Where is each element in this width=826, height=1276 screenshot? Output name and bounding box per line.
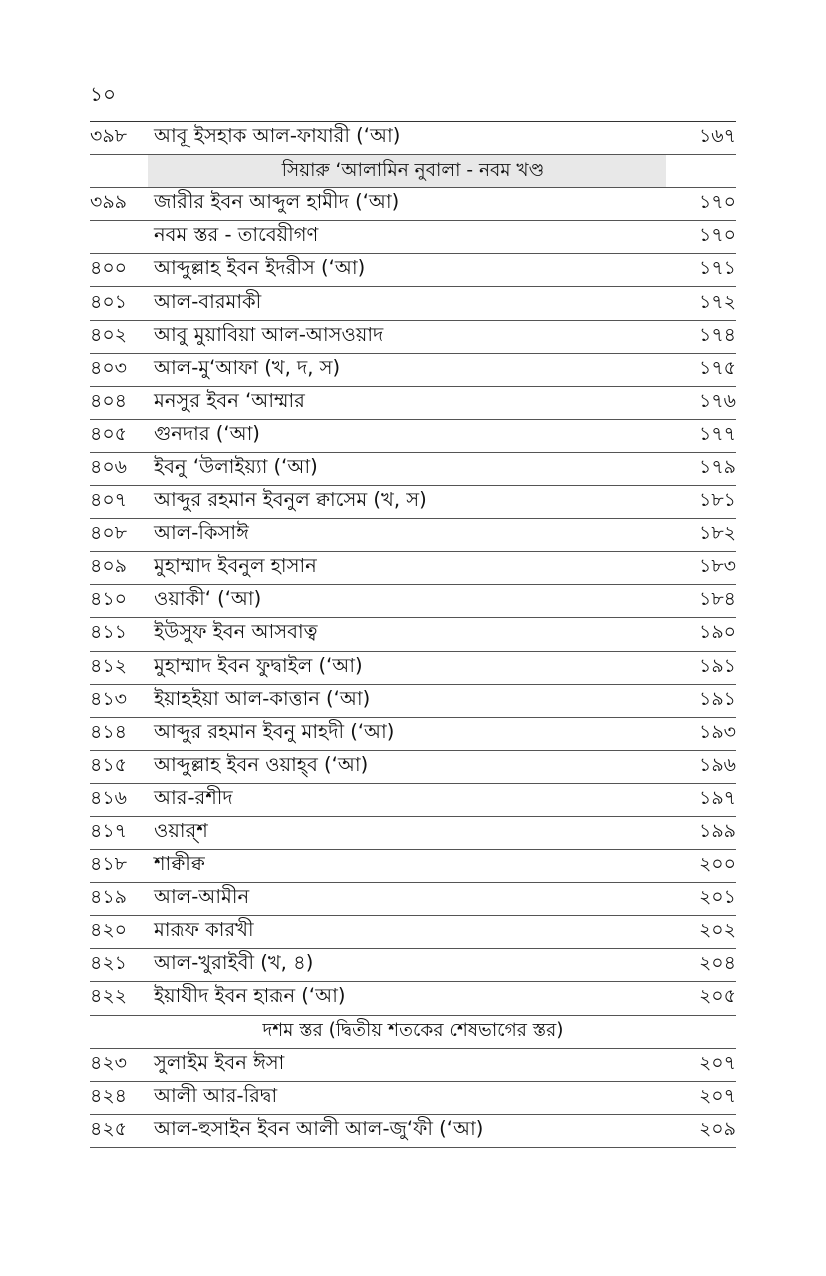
- entry-page: ২০৯: [698, 1117, 736, 1140]
- entry-page: ১৮৪: [699, 588, 736, 611]
- entry-number: ৪১৪: [90, 720, 127, 743]
- entry-title: সুলাইম ইবন ঈসা: [154, 1050, 285, 1074]
- toc-row: [90, 387, 736, 420]
- entry-title: মুহাম্মাদ ইবনুল হাসান: [154, 554, 317, 578]
- entry-title: আল-আমীন: [154, 885, 250, 909]
- toc-row: [90, 718, 736, 751]
- entry-page: ১৮২: [698, 522, 736, 545]
- toc-row: [90, 618, 736, 651]
- toc-row: [90, 751, 736, 784]
- toc-row: [90, 287, 736, 320]
- entry-number: ৩৯৮: [90, 125, 128, 148]
- entry-number: ৪১৭: [90, 820, 128, 843]
- entry-page: ২০৭: [698, 1051, 736, 1074]
- entry-number: ৪২০: [90, 919, 128, 942]
- entry-title: গুনদার (‘আ): [154, 421, 260, 445]
- entry-page: ২০৪: [698, 952, 736, 975]
- entry-page: ২০৫: [698, 985, 736, 1008]
- toc-row: [90, 949, 736, 982]
- entry-title: জারীর ইবন আব্দুল হামীদ (‘আ): [154, 190, 400, 214]
- entry-page: ১৭০: [698, 224, 736, 247]
- entry-page: ১৮৩: [698, 555, 736, 578]
- toc-row: [90, 685, 736, 718]
- entry-title: আলী আর-রিদ্বা: [154, 1083, 278, 1107]
- page-number: ১০: [90, 82, 116, 106]
- entry-page: ১৭৬: [698, 389, 736, 412]
- toc-row: [90, 982, 736, 1015]
- toc-row: [90, 453, 736, 486]
- entry-title: আবু মুয়াবিয়া আল-আসওয়াদ: [154, 322, 384, 346]
- entry-page: ২০০: [698, 853, 736, 876]
- entry-number: ৪২৫: [90, 1117, 128, 1140]
- entry-page: ১৭৭: [698, 422, 736, 445]
- entry-number: ৪১২: [90, 654, 128, 677]
- entry-title: মুহাম্মাদ ইবন ফুদ্বাইল (‘আ): [154, 653, 363, 677]
- entry-number: ৪০০: [90, 257, 128, 280]
- entry-title: আল-খুরাইবী (খ, ৪): [154, 951, 314, 975]
- toc-row: [90, 519, 736, 552]
- entry-title: ওয়ার্‌শ: [154, 819, 208, 843]
- entry-title: আব্দুল্লাহ ইবন ওয়াহ্‌ব (‘আ): [154, 752, 369, 776]
- toc-row: [90, 1049, 736, 1082]
- toc-row: [90, 420, 736, 453]
- entry-title: আর-রশীদ: [154, 785, 233, 809]
- entry-title: শাক্বীক্ব: [154, 852, 205, 876]
- toc-row: [90, 916, 736, 949]
- entry-page: ১৯৬: [698, 753, 736, 776]
- section-heading: [90, 155, 736, 188]
- entry-page: ১৯৩: [698, 720, 736, 743]
- entry-number: ৪২১: [90, 952, 128, 975]
- entry-number: ৪১৮: [90, 853, 127, 876]
- entry-page: ২০১: [698, 886, 736, 909]
- section-heading-text: সিয়ারু ‘আলামিন নুবালা - নবম খণ্ড: [281, 159, 545, 181]
- toc-row: [90, 784, 736, 817]
- entry-number: ৪১১: [90, 621, 127, 644]
- entry-title: আল-হুসাইন ইবন আলী আল-জু‘ফী (‘আ): [154, 1116, 484, 1140]
- entry-number: ৪১৯: [90, 886, 127, 909]
- entry-number: ৪০৫: [90, 422, 128, 445]
- entry-title: মারূফ কারখী: [154, 918, 254, 942]
- entry-page: ১৯১: [699, 687, 736, 710]
- entry-title: ইবনু ‘উলাইয়্যা (‘আ): [154, 454, 318, 478]
- entry-title: ইয়াযীদ ইবন হারূন (‘আ): [154, 984, 346, 1008]
- entry-page: ১৯৯: [699, 820, 736, 843]
- toc-row: [90, 486, 736, 519]
- toc-row: [90, 850, 736, 883]
- entry-page: ১৭২: [698, 290, 736, 313]
- entry-title: নবম স্তর - তাবেয়ীগণ: [154, 223, 319, 247]
- entry-number: ৪০২: [90, 323, 128, 346]
- entry-title: মনসুর ইবন ‘আম্মার: [154, 388, 305, 412]
- toc-row: [90, 652, 736, 685]
- toc-row: [90, 188, 736, 221]
- table-of-contents: [90, 121, 736, 1148]
- toc-row: [90, 585, 736, 618]
- entry-number: ৪০৩: [90, 356, 128, 379]
- entry-page: ১৭১: [698, 257, 736, 280]
- entry-page: ১৮১: [699, 489, 736, 512]
- section-heading: [90, 1016, 736, 1049]
- entry-page: ১৭৪: [698, 323, 736, 346]
- toc-row: [90, 354, 736, 387]
- entry-number: ৪০৬: [90, 455, 128, 478]
- entry-page: ১৯৭: [698, 786, 736, 809]
- entry-title: আল-কিসাঈ: [154, 521, 249, 545]
- entry-number: ৪১৩: [90, 687, 128, 710]
- entry-number: ৩৯৯: [90, 191, 128, 214]
- entry-title: ইউসুফ ইবন আসবাত্ব: [154, 620, 318, 644]
- entry-page: ১৭০: [698, 191, 736, 214]
- entry-number: ৪১৬: [90, 786, 128, 809]
- toc-row: [90, 1082, 736, 1115]
- toc-row: [90, 254, 736, 287]
- entry-title: ইয়াহইয়া আল-কাত্তান (‘আ): [154, 686, 371, 710]
- entry-page: ১৯০: [698, 621, 736, 644]
- entry-title: আব্দুর রহমান ইবনুল ক্বাসেম (খ, স): [154, 488, 427, 512]
- entry-number: ৪০৭: [90, 489, 128, 512]
- entry-number: ৪০৮: [90, 522, 128, 545]
- toc-row: [90, 817, 736, 850]
- toc-row: [90, 221, 736, 254]
- entry-page: ২০২: [698, 919, 736, 942]
- entry-number: ৪০১: [90, 290, 128, 313]
- entry-title: আব্দুর রহমান ইবনু মাহদী (‘আ): [154, 719, 395, 743]
- entry-page: ১৭৫: [698, 356, 736, 379]
- entry-number: ৪১৫: [90, 753, 127, 776]
- entry-page: ২০৭: [698, 1084, 736, 1107]
- entry-title: আব্দুল্লাহ ইবন ইদরীস (‘আ): [154, 256, 366, 280]
- toc-row: [90, 1115, 736, 1148]
- toc-row: [90, 883, 736, 916]
- entry-title: আল-বারমাকী: [154, 289, 262, 313]
- entry-number: ৪১০: [90, 588, 128, 611]
- entry-number: ৪২৪: [90, 1084, 128, 1107]
- entry-number: ৪০৪: [90, 389, 128, 412]
- section-heading-text: দশম স্তর (দ্বিতীয় শতকের শেষভাগের স্তর): [262, 1020, 564, 1042]
- entry-title: আবূ ইসহাক আল-ফাযারী (‘আ): [154, 124, 401, 148]
- toc-row: [90, 122, 736, 155]
- entry-number: ৪০৯: [90, 555, 128, 578]
- entry-number: ৪২২: [90, 985, 128, 1008]
- entry-title: ওয়াকী‘ (‘আ): [154, 587, 262, 611]
- entry-title: আল-মু‘আফা (খ, দ, স): [154, 355, 341, 379]
- entry-page: ১৭৯: [698, 455, 736, 478]
- entry-page: ১৬৭: [698, 125, 736, 148]
- entry-page: ১৯১: [699, 654, 736, 677]
- entry-number: ৪২৩: [90, 1051, 128, 1074]
- toc-row: [90, 552, 736, 585]
- toc-row: [90, 321, 736, 354]
